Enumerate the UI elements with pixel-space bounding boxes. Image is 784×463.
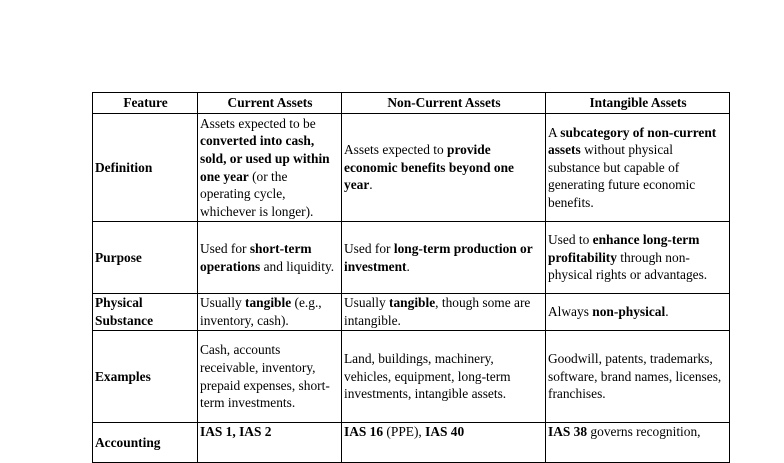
cell-text: (or the operating cycle, whichever is longer). (200, 168, 314, 219)
cell-definition-current-assets (198, 114, 342, 222)
cell-text: . (369, 177, 373, 193)
bold-text: enhance long-term profitability (548, 232, 700, 265)
cell-physical-substance-current-assets (198, 294, 342, 331)
header-intangible-assets: Intangible Assets (546, 93, 730, 114)
cell-text: Used for (200, 240, 250, 256)
table-row-accounting (93, 423, 730, 463)
bold-text: provide economic benefits beyond one year (344, 142, 514, 193)
cell-text: Assets expected to be (200, 115, 316, 131)
cell-text: and liquidity. (260, 258, 335, 274)
cell-text: (PPE), (383, 424, 426, 439)
row-label-examples: Examples (93, 331, 198, 423)
cell-text: Cash, accounts receivable, inventory, prepaid expenses, short-term investments. (200, 342, 330, 411)
cell-definition-intangible-assets (546, 114, 730, 222)
header-feature: Feature (93, 93, 198, 114)
bold-text: IAS 38 (548, 424, 588, 439)
bold-text: converted into cash, sold, or used up within one year (200, 133, 330, 184)
cell-text: A (548, 124, 561, 140)
cell-text: governs recognition, (587, 424, 701, 439)
cell-accounting-non-current-assets (342, 423, 546, 463)
bold-text: IAS 16 (344, 424, 384, 439)
cell-purpose-non-current-assets (342, 222, 546, 294)
comparison-table (92, 92, 730, 463)
cell-text: through non-physical rights or advantages. (548, 249, 708, 283)
table-row-definition (93, 114, 730, 222)
header-row (93, 93, 730, 114)
cell-examples-current-assets (198, 331, 342, 423)
cell-accounting-current-assets (198, 423, 342, 463)
bold-text: tangible (389, 295, 436, 311)
cell-text: Usually (200, 295, 246, 311)
row-label-accounting: Accounting (93, 423, 198, 463)
bold-text: tangible (245, 295, 292, 311)
cell-text: Used for (344, 240, 394, 256)
cell-purpose-current-assets (198, 222, 342, 294)
table-row-purpose (93, 222, 730, 294)
cell-physical-substance-non-current-assets (342, 294, 546, 331)
cell-physical-substance-intangible-assets (546, 294, 730, 331)
table-row-physical-substance (93, 294, 730, 331)
cell-text: without physical substance but capable of generating future economic benefits. (548, 142, 696, 210)
cell-accounting-intangible-assets (546, 423, 730, 463)
cell-text: Assets expected to (344, 142, 448, 158)
header-current-assets: Current Assets (198, 93, 342, 114)
cell-text: . (406, 258, 410, 274)
cell-text: Usually (344, 295, 390, 311)
bold-text: short-term operations (200, 240, 312, 274)
header-non-current-assets: Non-Current Assets (342, 93, 546, 114)
row-label-definition: Definition (93, 114, 198, 222)
table-body (93, 114, 730, 463)
cell-text: . (665, 304, 669, 320)
row-label-physical-substance: Physical Substance (93, 294, 198, 331)
cell-text: , though some are intangible. (344, 295, 531, 328)
table-row-examples (93, 331, 730, 423)
cell-text: Goodwill, patents, trademarks, software, brand names, licenses, franchises. (548, 351, 722, 402)
cell-purpose-intangible-assets (546, 222, 730, 294)
cell-text: Always (548, 304, 593, 320)
cell-examples-intangible-assets (546, 331, 730, 423)
cell-examples-non-current-assets (342, 331, 546, 423)
bold-text: non-physical (592, 304, 666, 320)
cell-text: (e.g., inventory, cash). (200, 295, 322, 328)
cell-text: Land, buildings, machinery, vehicles, equipment, long-term investments, intangible assets. (344, 351, 511, 402)
bold-text: subcategory of non-current assets (548, 124, 717, 158)
bold-text: long-term production or investment (344, 240, 533, 274)
bold-text: IAS 40 (425, 424, 465, 439)
cell-text: Used to (548, 232, 593, 248)
bold-text: IAS 1, IAS 2 (200, 424, 272, 439)
row-label-purpose: Purpose (93, 222, 198, 294)
cell-definition-non-current-assets (342, 114, 546, 222)
